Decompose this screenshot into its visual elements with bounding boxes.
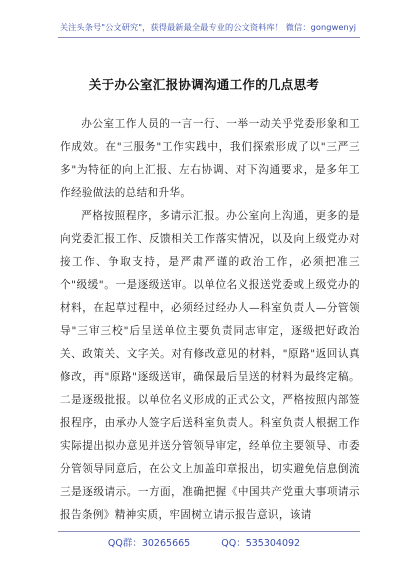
paragraph: 办公室工作人员的一言一行、一举一动关乎党委形象和工作成效。在"三服务"工作实践中，我们探索形成了以"三严三多"为特征的向上汇报、左右协调、对下沟通要求，是多年工作经验做法的总结和升华。 [60, 118, 360, 199]
document-title: 关于办公室汇报协调沟通工作的几点思考 [88, 77, 320, 92]
qq-number: QQ：535304092 [221, 538, 301, 549]
document-body [60, 113, 360, 527]
paragraph: 严格按照程序，多请示汇报。办公室向上沟通，更多的是向党委汇报工作、反馈相关工作落实情况，以及向上级党办对接工作、争取支持，是严肃严谨的政治工作，必须把准三个"级缓"。一是逐级送审。以单位名义报送党委或上级党办的材料，在起草过程中，必须经过经办人—科室负责人—分管领导"三审三校"后呈送单位主要负责同志审定，逐级把好政治关、政策关、文字关。对有修改意见的材料，"原路"返回认真修改，再"原路"逐级送审，确保最后呈送的材料为最终定稿。二是逐级批报。以单位名义形成的正式公文，严格按照内部签报程序，由承办人签字后送科室负责人。科室负责人根据工作实际提出拟办意见并送分管领导审定，经单位主要领导、市委分管领导同意后，在公文上加盖印章报出，切实避免信息倒流三是逐级请示。一方面，准确把握《中国共产党重大事项请示报告条例》精神实质，牢固树立请示报告意识，该请 [60, 210, 360, 521]
header-divider [58, 37, 360, 38]
header-banner: 关注头条号"公文研究"，获得最新最全最专业的公文资料库！ 微信：gongwenyj [59, 22, 357, 32]
footer-contact [0, 535, 408, 549]
qq-group-number: QQ群：30265665 [107, 538, 191, 549]
footer-divider [58, 531, 360, 532]
